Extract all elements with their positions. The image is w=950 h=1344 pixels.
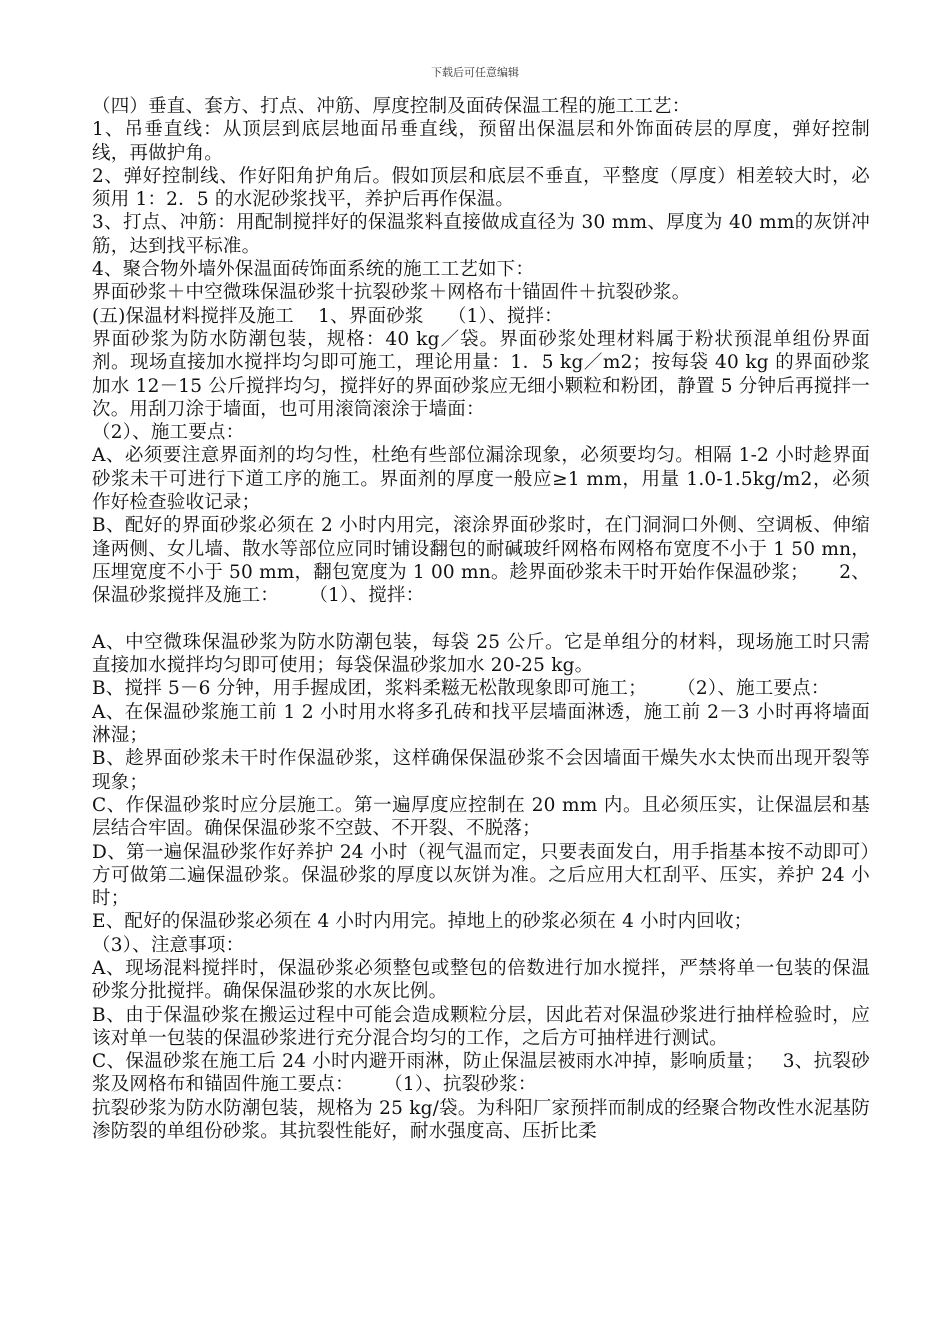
paragraph: 1、吊垂直线：从顶层到底层地面吊垂直线，预留出保温层和外饰面砖层的厚度，弹好控制线，再做护角。 [92,119,870,164]
paragraph: 抗裂砂浆为防水防潮包装，规格为 25 kg/袋。为科阳厂家预拌而制成的经聚合物改性水泥基防渗防裂的单组份砂浆。其抗裂性能好，耐水强度高、压折比柔 [92,1097,870,1143]
section-4-heading: （四）垂直、套方、打点、冲筋、厚度控制及面砖保温工程的施工工艺： [92,96,691,117]
header-note: 下载后可任意编辑 [431,66,519,79]
paragraph: A、现场混料搅拌时，保温砂浆必须整包或整包的倍数进行加水搅拌，严禁将单一包装的保温砂浆分批搅拌。确保保温砂浆的水灰比例。 [92,957,870,1003]
paragraph: D、第一遍保温砂浆作好养护 24 小时（视气温而定，只要表面发白，用手指基本按不动即可）方可做第二遍保温砂浆。保温砂浆的厚度以灰饼为准。之后应用大杠刮平、压实，养护 24 小时； [92,841,870,910]
section-5-heading: (五)保温材料搅拌及施工 1、界面砂浆 （1）、搅拌： [92,305,563,327]
subsection-heading: （2）、施工要点： [92,422,245,444]
paragraph: A、在保温砂浆施工前 1 2 小时用水将多孔砖和找平层墙面淋透，施工前 2－3 小时再将墙面淋湿； [92,701,870,747]
paragraph: C、作保温砂浆时应分层施工。第一遍厚度应控制在 20 mm 内。且必须压实，让保温层和基层结合牢固。确保保温砂浆不空鼓、不开裂、不脱落； [92,794,870,840]
paragraph: 2、弹好控制线、作好阳角护角后。假如顶层和底层不垂直，平整度（厚度）相差较大时，必须用 1：2．5 的水泥砂浆找平，养护后再作保温。 [92,165,870,211]
page-header [0,66,950,80]
paragraph: 界面砂浆＋中空微珠保温砂浆十抗裂砂浆＋网格布十锚固件＋抗裂砂浆。 [92,282,691,304]
paragraph: B、趁界面砂浆未干时作保温砂浆，这样确保保温砂浆不会因墙面干燥失水太快而出现开裂等现象； [92,748,870,793]
paragraph: E、配好的保温砂浆必须在 4 小时内用完。掉地上的砂浆必须在 4 小时内回收； [92,911,753,933]
paragraph: A、必须要注意界面剂的均匀性，杜绝有些部位漏涂现象，必须要均匀。相隔 1-2 小时趁界面砂浆未干可进行下道工序的施工。界面剂的厚度一般应≥1 mm，用量 1.0-1.5kg/m2，必须作好检查验收记录； [92,445,870,514]
paragraph: B、搅拌 5－6 分钟，用手握成团，浆料柔糍无松散现象即可施工； （2）、施工要点： [92,678,830,700]
paragraph: 3、打点、冲筋：用配制搅拌好的保温浆料直接做成直径为 30 mm、厚度为 40 mm的灰饼冲筋，达到找平标准。 [92,212,870,257]
paragraph: C、保温砂浆在施工后 24 小时内避开雨淋，防止保温层被雨水冲掉，影响质量； 3、抗裂砂浆及网格布和锚固件施工要点： （1）、抗裂砂浆： [92,1051,870,1096]
blank-line [92,608,870,631]
subsection-heading: （3）、注意事项： [92,934,245,956]
paragraph: B、由于保温砂浆在搬运过程中可能会造成颗粒分层，因此若对保温砂浆进行抽样检验时，应该对单一包装的保温砂浆进行充分混合均匀的工作，之后方可抽样进行测试。 [92,1004,870,1049]
document-body [92,95,870,1143]
paragraph: A、中空微珠保温砂浆为防水防潮包装，每袋 25 公斤。它是单组分的材料，现场施工时只需直接加水搅拌均匀即可使用；每袋保温砂浆加水 20-25 kg。 [92,631,870,677]
paragraph: 界面砂浆为防水防潮包装，规格：40 kg／袋。界面砂浆处理材料属于粉状预混单组份界面剂。现场直接加水搅拌均匀即可施工，理论用量：1．5 kg／m2；按每袋 40 kg 的界面砂浆加水 12－15 公斤搅拌均匀，搅拌好的界面砂浆应无细小颗粒和粉团，静置 5 分钟后再搅拌一次。用刮刀涂于墙面，也可用滚筒滚涂于墙面： [92,328,870,420]
paragraph: 4、聚合物外墙外保温面砖饰面系统的施工工艺如下： [92,259,535,281]
paragraph: B、配好的界面砂浆必须在 2 小时内用完，滚涂界面砂浆时，在门洞洞口外侧、空调板、伸缩逢两侧、女儿墙、散水等部位应同时铺设翻包的耐碱玻纤网格布网格布宽度不小于 1 50 mn，压埋宽度不小于 50 mm，翻包宽度为 1 00 mn。趁界面砂浆未干时开始作保温砂浆； 2、保温砂浆搅拌及施工： （1）、搅拌： [92,515,870,607]
